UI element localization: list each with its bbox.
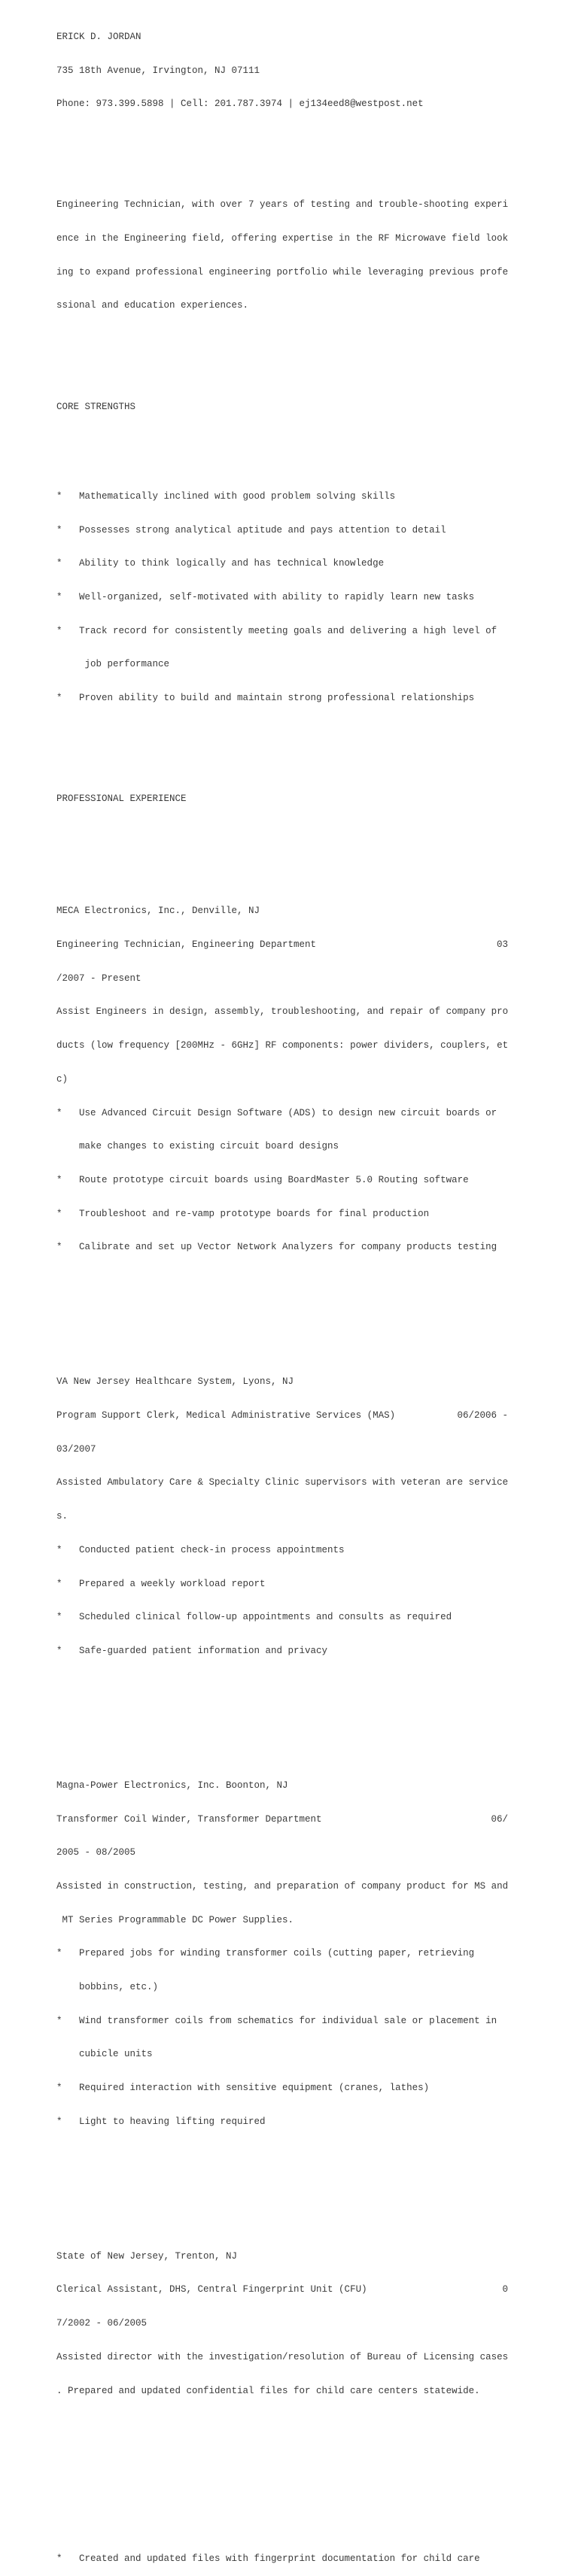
job-desc: s. — [56, 1511, 68, 1522]
experience-heading: PROFESSIONAL EXPERIENCE — [56, 793, 187, 805]
list-item: * Conducted patient check-in process appointments — [56, 1544, 345, 1555]
job-employer: State of New Jersey, Trenton, NJ — [56, 2250, 238, 2262]
job-title: Program Support Clerk, Medical Administrative Services (MAS) — [56, 1409, 396, 1421]
job-date-cont: 03/2007 — [56, 1443, 96, 1455]
list-item: * Prepared jobs for winding transformer coils (cutting paper, retrieving — [56, 1948, 475, 1959]
summary — [56, 177, 508, 335]
job-desc: MT Series Programmable DC Power Supplies. — [56, 1914, 294, 1925]
job-entry — [56, 2229, 508, 2419]
job-title-row — [56, 1410, 508, 1422]
resume-page — [56, 9, 508, 2576]
list-item: * Ability to think logically and has technical knowledge — [56, 558, 385, 569]
job-date-cont: /2007 - Present — [56, 972, 141, 984]
list-item: * Created and updated files with fingerprint documentation for child care — [56, 2553, 480, 2564]
job-date: 06/2006 - — [457, 1409, 508, 1421]
job-date-cont: 7/2002 - 06/2005 — [56, 2318, 148, 2329]
list-item: * Mathematically inclined with good problem solving skills — [56, 490, 396, 502]
list-item: * Calibrate and set up Vector Network Analyzers for company products testing — [56, 1242, 497, 1253]
job-desc: Assisted Ambulatory Care & Specialty Clinic supervisors with veteran are service — [56, 1477, 509, 1488]
job-title-row — [56, 2284, 508, 2295]
summary-line: ence in the Engineering field, offering expertise in the RF Microwave field look — [56, 233, 509, 244]
job-date: 0 — [502, 2284, 508, 2295]
list-item-continuation: cubicle units — [79, 2049, 153, 2060]
job-date-cont: 2005 - 08/2005 — [56, 1847, 136, 1858]
job-employer: VA New Jersey Healthcare System, Lyons, NJ — [56, 1376, 294, 1388]
summary-line: ssional and education experiences. — [56, 300, 249, 311]
job-desc: Assist Engineers in design, assembly, troubleshooting, and repair of company pro — [56, 1006, 509, 1018]
list-item: * Use Advanced Circuit Design Software (ADS) to design new circuit boards or — [56, 1107, 497, 1118]
list-item: * Light to heaving lifting required — [56, 2116, 266, 2127]
job-title: Clerical Assistant, DHS, Central Fingerprint Unit (CFU) — [56, 2284, 367, 2295]
core-strengths-heading: CORE STRENGTHS — [56, 401, 136, 412]
list-item: * Wind transformer coils from schematics for individual sale or placement in — [56, 2015, 497, 2026]
list-item: * Required interaction with sensitive equipment (cranes, lathes) — [56, 2083, 430, 2094]
job-desc: Assisted director with the investigation/resolution of Bureau of Licensing cases — [56, 2351, 509, 2362]
list-item: * Route prototype circuit boards using BoardMaster 5.0 Routing software — [56, 1174, 469, 1185]
list-item-continuation: job performance — [79, 659, 170, 670]
list-item: * Track record for consistently meeting goals and delivering a high level of — [56, 625, 497, 636]
core-strengths-list — [56, 469, 508, 727]
job-entry — [56, 883, 508, 1276]
job-title-row — [56, 1814, 508, 1825]
list-item: * Scheduled clinical follow-up appointments and consults as required — [56, 1612, 452, 1623]
candidate-address: 735 18th Avenue, Irvington, NJ 07111 — [56, 65, 260, 76]
job-desc: Assisted in construction, testing, and preparation of company product for MS and — [56, 1880, 509, 1892]
candidate-name: ERICK D. JORDAN — [56, 31, 141, 42]
job-entry — [56, 1354, 508, 1679]
list-item-continuation: make changes to existing circuit board designs — [79, 1141, 339, 1152]
job-desc: . Prepared and updated confidential files for child care centers statewide. — [56, 2385, 480, 2396]
list-item-continuation: bobbins, etc.) — [79, 1982, 159, 1993]
job-desc: ducts (low frequency [200MHz - 6GHz] RF components: power dividers, couplers, et — [56, 1040, 509, 1051]
summary-line: Engineering Technician, with over 7 years of testing and trouble-shooting experi — [56, 199, 509, 211]
list-item: * Troubleshoot and re-vamp prototype boards for final production — [56, 1208, 430, 1219]
list-item: * Prepared a weekly workload report — [56, 1578, 266, 1589]
summary-line: ing to expand professional engineering portfolio while leveraging previous profe — [56, 266, 509, 278]
list-item: * Possesses strong analytical aptitude and pays attention to detail — [56, 524, 446, 536]
candidate-contact: Phone: 973.399.5898 | Cell: 201.787.3974 | ej134eed8@westpost.net — [56, 99, 424, 110]
list-item: * Well-organized, self-motivated with ability to rapidly learn new tasks — [56, 591, 475, 602]
job-title: Transformer Coil Winder, Transformer Department — [56, 1813, 322, 1825]
job-title-row — [56, 939, 508, 951]
job-desc: c) — [56, 1073, 68, 1085]
job-date: 06/ — [491, 1813, 508, 1825]
list-item: * Proven ability to build and maintain strong professional relationships — [56, 693, 475, 704]
job-employer: Magna-Power Electronics, Inc. Boonton, NJ — [56, 1780, 288, 1791]
job-entry — [56, 1758, 508, 2150]
job-employer: MECA Electronics, Inc., Denville, NJ — [56, 906, 260, 917]
job-date: 03 — [496, 939, 508, 950]
job-title: Engineering Technician, Engineering Department — [56, 939, 317, 950]
list-item: * Safe-guarded patient information and privacy — [56, 1645, 328, 1656]
